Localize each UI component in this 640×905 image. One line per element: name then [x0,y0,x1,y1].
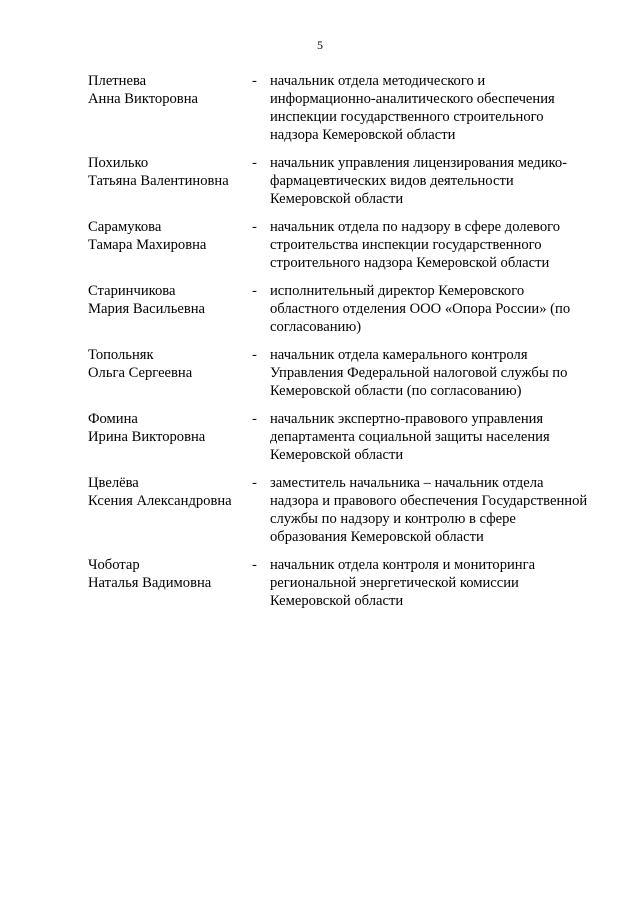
separator-dash: - [252,557,257,573]
surname: Сарамукова [88,219,162,235]
separator-dash: - [252,219,257,235]
person-name [88,410,252,446]
list-item [88,556,588,610]
position-title: начальник отдела по надзору в сфере долевого строительства инспекции государственного строительного надзора Кемеровской области [270,219,561,271]
position-title: начальник управления лицензирования медико-фармацевтических видов деятельности Кемеровской области [270,155,568,207]
position-title: начальник отдела методического и информационно-аналитического обеспечения инспекции государственного строительного надзора Кемеровской области [270,73,555,143]
list-item [88,282,588,336]
given-name: Мария Васильевна [88,301,206,317]
person-name [88,154,252,190]
surname: Цвелёва [88,475,139,491]
surname: Старинчикова [88,283,176,299]
surname: Фомина [88,411,138,427]
given-name: Татьяна Валентиновна [88,173,229,189]
person-name [88,346,252,382]
list-item [88,72,588,144]
position-title: начальник отдела контроля и мониторинга региональной энергетической комиссии Кемеровской области [270,557,536,609]
list-item [88,410,588,464]
list-item [88,154,588,208]
list-item [88,218,588,272]
position-title: заместитель начальника – начальник отдела надзора и правового обеспечения Государственной службы по надзору и контролю в сфере образования Кемеровской области [270,475,588,545]
separator-dash: - [252,283,257,299]
surname: Топольняк [88,347,154,363]
separator-dash: - [252,155,257,171]
list-item [88,346,588,400]
list-item [88,474,588,546]
position-title: начальник экспертно-правового управления департамента социальной защиты населения Кемеровской области [270,411,550,463]
person-name [88,72,252,108]
given-name: Анна Викторовна [88,91,198,107]
surname: Чоботар [88,557,140,573]
separator-dash: - [252,347,257,363]
separator-dash: - [252,475,257,491]
surname: Плетнева [88,73,147,89]
person-name [88,218,252,254]
given-name: Ольга Сергеевна [88,365,193,381]
position-title: исполнительный директор Кемеровского областного отделения ООО «Опора России» (по согласованию) [270,283,571,335]
page-number: 5 [317,38,323,52]
person-name [88,556,252,592]
given-name: Тамара Махировна [88,237,207,253]
surname: Похилько [88,155,149,171]
members-list [88,72,588,610]
position-title: начальник отдела камерального контроля Управления Федеральной налоговой службы по Кемеровской области (по согласованию) [270,347,568,399]
person-name [88,474,252,510]
separator-dash: - [252,73,257,89]
given-name: Ирина Викторовна [88,429,206,445]
person-name [88,282,252,318]
given-name: Наталья Вадимовна [88,575,212,591]
separator-dash: - [252,411,257,427]
given-name: Ксения Александровна [88,493,232,509]
